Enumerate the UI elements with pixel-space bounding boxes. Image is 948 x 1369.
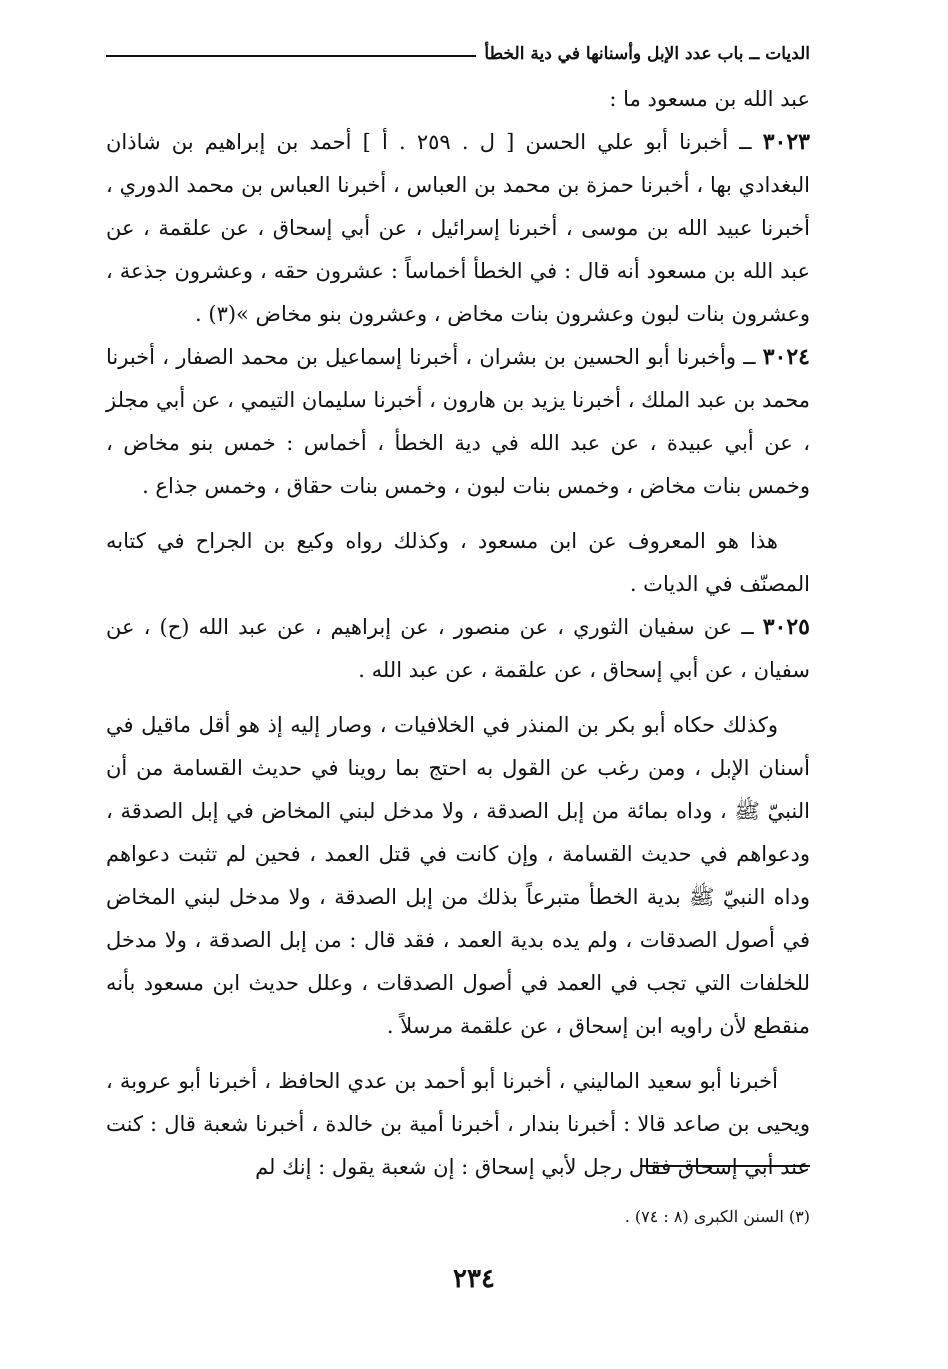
main-text [106,78,810,1189]
hadith-text: ــ وأخبرنا أبو الحسين بن بشران ، أخبرنا إسماعيل بن محمد الصفار ، أخبرنا محمد بن عبد الملك ، أخبرنا يزيد بن هارون ، أخبرنا سليمان التيمي ، عن أبي مجلز ، عن أبي عبيدة ، عن عبد الله في دية الخطأ ، أخماس : خمس بنو مخاض ، وخمس بنات مخاض ، وخمس بنات لبون ، وخمس بنات حقاق ، وخمس جذاع . [106,345,810,498]
hadith-text: ــ عن سفيان الثوري ، عن منصور ، عن إبراهيم ، عن عبد الله (ح) ، عن سفيان ، عن أبي إسحاق ، عن علقمة ، عن عبد الله . [106,615,810,682]
footnote: (٣) السنن الكبرى (٨ : ٧٤) . [624,1207,810,1226]
hadith-number: ٣٠٢٤ [762,344,810,370]
page-number: ٢٣٤ [453,1264,495,1294]
paragraph-gap [106,692,810,704]
paragraph-last: أخبرنا أبو سعيد الماليني ، أخبرنا أبو أحمد بن عدي الحافظ ، أخبرنا أبو عروبة ، ويحيى بن صاعد قالا : أخبرنا بندار ، أخبرنا أمية بن خالدة ، أخبرنا شعبة قال : كنت عند أبي إسحاق فقال رجل لأبي إسحاق : إن شعبة يقول : إنك لم [106,1069,810,1179]
hadith-number: ٣٠٢٣ [762,129,810,155]
running-header [106,40,810,68]
hadith-text: ــ أخبرنا أبو علي الحسن [ ل . ٢٥٩ . أ ] أحمد بن إبراهيم بن شاذان البغدادي بها ، أخبرنا حمزة بن محمد بن العباس ، أخبرنا العباس بن محمد الدوري ، أخبرنا عبيد الله بن موسى ، أخبرنا إسرائيل ، عن أبي إسحاق ، عن علقمة ، عن عبد الله بن مسعود أنه قال : في الخطأ أخماساً : عشرون حقه ، وعشرون جذعة ، وعشرون بنات لبون وعشرون بنات مخاض ، وعشرون بنو مخاض »(٣) . [106,130,810,326]
paragraph-gap [106,1048,810,1060]
paragraph-known: هذا هو المعروف عن ابن مسعود ، وكذلك رواه وكيع بن الجراح في كتابه المصنّف في الديات . [106,529,810,596]
hadith-number: ٣٠٢٥ [762,614,810,640]
hadith-3025 [106,606,810,692]
paragraph-mundhir: وكذلك حكاه أبو بكر بن المنذر في الخلافيات ، وصار إليه إذ هو أقل ماقيل في أسنان الإبل ، ومن رغب عن القول به احتج بما روينا في حديث القسامة من أن النبيّ ﷺ ، وداه بمائة من إبل الصدقة ، ولا مدخل لبني المخاض في إبل الصدقة ، ودعواهم في حديث القسامة ، وإن كانت في قتل العمد ، فحين لم تثبت دعواهم وداه النبيّ ﷺ بدية الخطأ متبرعاً بذلك من إبل الصدقة ، ولا مدخل لبني المخاض في أصول الصدقات ، ولم يده بدية العمد ، فقد قال : من إبل الصدقة ، ولا مدخل للخلفات التي تجب في العمد في أصول الصدقات ، وعلل حديث ابن مسعود بأنه منقطع لأن راويه ابن إسحاق ، عن علقمة مرسلاً . [106,713,810,1038]
hadith-3023 [106,121,810,336]
header-title: الديات ــ باب عدد الإبل وأسنانها في دية الخطأ [484,44,810,64]
intro-line: عبد الله بن مسعود ما : [609,87,810,111]
paragraph-gap [106,508,810,520]
footnote-rule [640,1165,810,1167]
hadith-3024 [106,336,810,508]
header-rule [106,55,476,57]
